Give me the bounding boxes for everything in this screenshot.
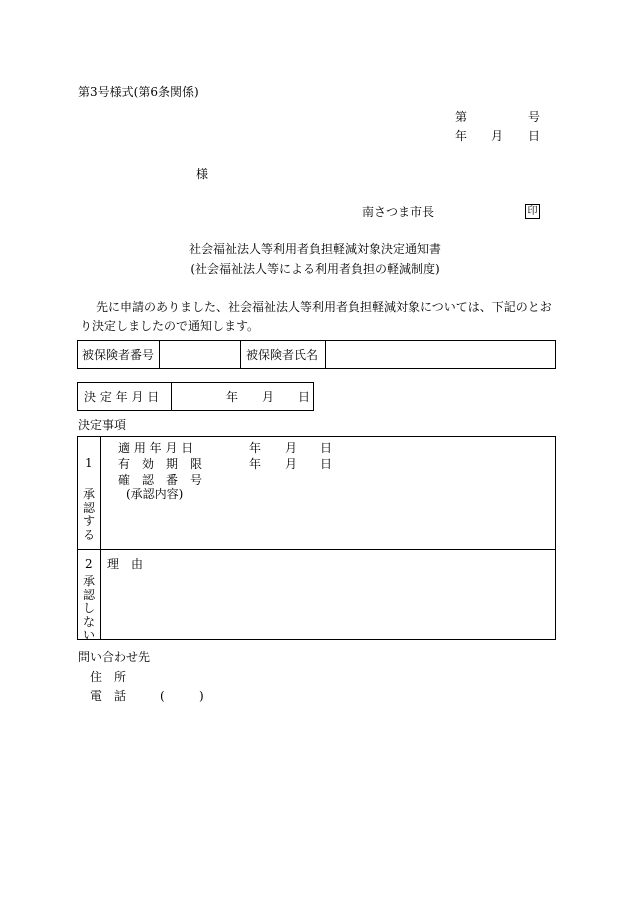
- decision-date-year: 年: [226, 390, 239, 404]
- issuer: 南さつま市長: [362, 205, 435, 219]
- contact-heading: 問い合わせ先: [78, 650, 151, 664]
- decision-date-month: 月: [262, 390, 275, 404]
- valid-until-label: 有 効 期 限: [118, 457, 203, 471]
- approve-label-char-3: す: [82, 514, 95, 528]
- reject-label-char-3: し: [82, 601, 95, 615]
- reject-label-char-5: い: [82, 628, 95, 642]
- reject-label-char-2: 認: [82, 587, 95, 602]
- header-dai: 第: [455, 110, 468, 124]
- approve-number: 1: [85, 456, 93, 470]
- contact-address-label: 住 所: [90, 670, 127, 684]
- valid-until-year: 年: [249, 457, 262, 471]
- document-subtitle: (社会福祉法人等による利用者負担の軽減制度): [190, 262, 440, 276]
- reject-label-char-1: 承: [82, 574, 95, 588]
- insured-divider-1: [159, 340, 160, 369]
- decision-date-label: 決 定 年 月 日: [84, 390, 160, 404]
- insured-number-value[interactable]: [162, 343, 238, 366]
- header-day: 日: [528, 129, 541, 143]
- header-year: 年: [455, 129, 468, 143]
- insured-divider-3: [325, 340, 326, 369]
- seal-stamp: 印: [525, 204, 540, 219]
- reject-number: 2: [85, 557, 93, 571]
- body-line-2: り決定しましたので通知します。: [80, 319, 260, 333]
- form-number: 第3号様式(第6条関係): [78, 85, 199, 99]
- insured-number-label: 被保険者番号: [82, 348, 155, 362]
- addressee-suffix: 様: [196, 167, 209, 181]
- decision-date-day: 日: [298, 390, 311, 404]
- document-title: 社会福祉法人等利用者負担軽減対象決定通知書: [188, 242, 441, 256]
- apply-date-year: 年: [249, 441, 262, 455]
- insured-name-value[interactable]: [328, 343, 553, 366]
- approve-label-char-4: る: [82, 527, 95, 542]
- decision-date-divider: [171, 382, 172, 411]
- reject-vertical-label: [82, 575, 96, 643]
- apply-date-day: 日: [320, 441, 333, 455]
- decision-items-row-divider: [77, 549, 556, 550]
- header-month: 月: [491, 129, 504, 143]
- approve-label-char-1: 承: [82, 487, 95, 501]
- apply-date-label: 適 用 年 月 日: [118, 441, 194, 455]
- apply-date-month: 月: [285, 441, 298, 455]
- contact-phone-label: 電 話: [90, 689, 127, 703]
- decision-items-column-divider: [100, 436, 101, 640]
- contact-phone-paren-open: (: [160, 689, 165, 703]
- reject-reason-label: 理 由: [107, 557, 144, 571]
- approve-content-label: (承認内容): [126, 487, 184, 501]
- reject-label-char-4: な: [82, 614, 95, 629]
- approve-vertical-label: [82, 488, 96, 542]
- insured-divider-2: [240, 340, 241, 369]
- insured-name-label: 被保険者氏名: [246, 348, 319, 362]
- header-go: 号: [528, 110, 541, 124]
- body-line-1: 先に申請のありました、社会福祉法人等利用者負担軽減対象については、下記のとお: [96, 300, 552, 314]
- confirm-number-label: 確 認 番 号: [118, 473, 203, 487]
- decision-items-label: 決定事項: [78, 418, 127, 432]
- approve-label-char-2: 認: [82, 500, 95, 515]
- valid-until-month: 月: [285, 457, 298, 471]
- contact-phone-paren-close: ): [199, 689, 204, 703]
- valid-until-day: 日: [320, 457, 333, 471]
